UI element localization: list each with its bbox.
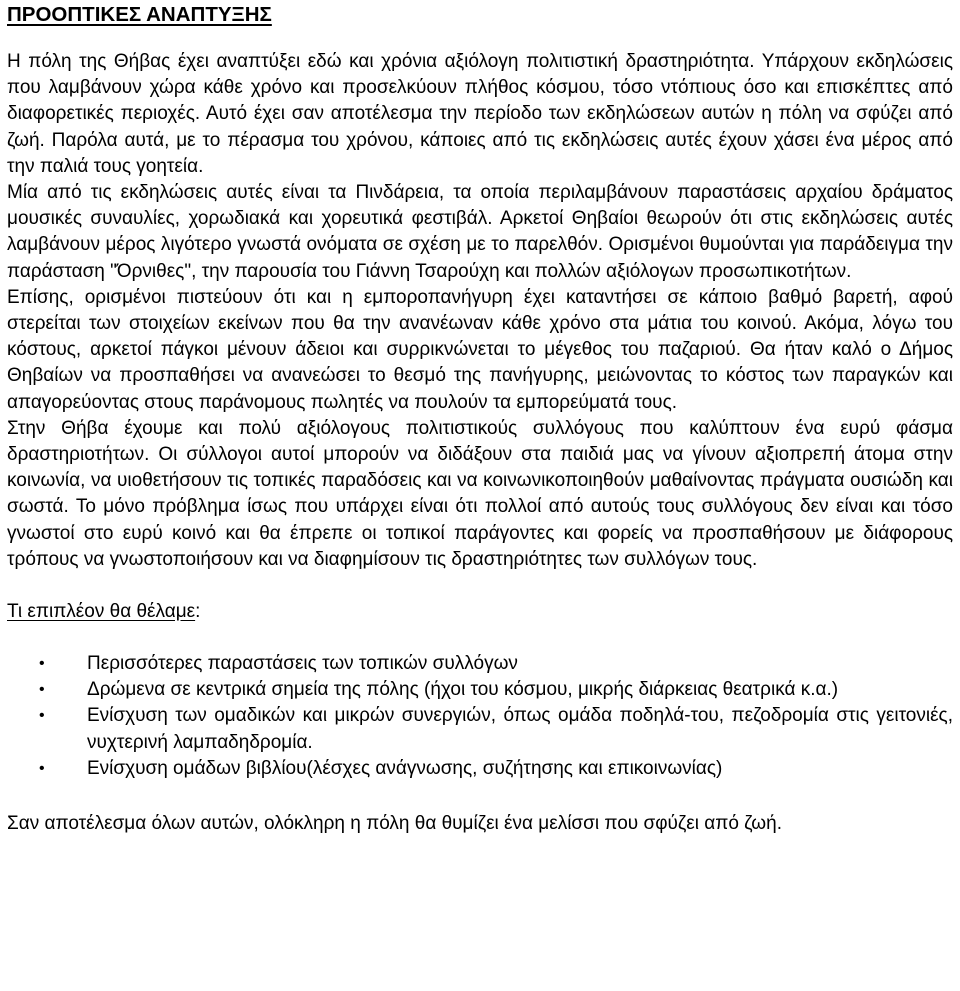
- wishlist-heading-colon: :: [195, 601, 201, 623]
- wishlist-heading: [7, 599, 953, 625]
- list-item-text: Περισσότερες παραστάσεις των τοπικών συλλόγων: [87, 653, 518, 675]
- list-item: [7, 703, 953, 755]
- document-page: [7, 2, 953, 837]
- wishlist-heading-text: Τι επιπλέον θα θέλαμε: [7, 601, 196, 623]
- list-item: [7, 677, 953, 703]
- conclusion-text: Σαν αποτέλεσμα όλων αυτών, ολόκληρη η πόλη θα θυμίζει ένα μελίσσι που σφύζει από ζωή.: [7, 813, 782, 835]
- paragraph-associations: Στην Θήβα έχουμε και πολύ αξιόλογους πολιτιστικούς συλλόγους που καλύπτουν ένα ευρύ φάσμα δραστηριοτήτων. Οι σύλλογοι αυτοί μπορούν να διδάξουν στα παιδιά μας να γίνουν αξιοπρεπή άτομα στην κοινωνία, να υιοθετήσουν τις τοπικές παραδόσεις και να κοινωνικοποιηθούν μαθαίνοντας πράγματα ουσιώδη και σωστά. Το μόνο πρόβλημα ίσως που υπάρχει είναι ότι πολλοί από αυτούς τους συλλόγους δεν είναι και τόσο γνωστοί στο ευρύ κοινό και θα έπρεπε οι τοπικοί παράγοντες και φορείς να προσπαθήσουν με διάφορους τρόπους να γνωστοποιήσουν και να διαφημίσουν τις δραστηριότητες των συλλόγων τους.: [7, 417, 953, 570]
- bullet-icon: •: [39, 759, 45, 777]
- page-title: ΠΡΟΟΠΤΙΚΕΣ ΑΝΑΠΤΥΞΗΣ: [7, 3, 272, 26]
- paragraph-fair: Επίσης, ορισμένοι πιστεύουν ότι και η εμποροπανήγυρη έχει καταντήσει σε κάποιο βαθμό βαρετή, αφού στερείται των στοιχείων εκείνων που θα την ανανέωναν κάθε χρόνο στα μάτια του κοινού. Ακόμα, λόγω του κόστους, αρκετοί πάγκοι μένουν άδειοι και συρρικνώνεται το μέγεθος του παζαριού. Θα ήταν καλό ο Δήμος Θηβαίων να προσπαθήσει να ανανεώσει το θεσμό της πανήγυρης, μειώνοντας το κόστος των παραγκών και απαγορεύοντας στους παράνομους πωλητές να πουλούν τα εμπορεύματά τους.: [7, 286, 953, 413]
- wishlist: [7, 651, 953, 782]
- list-item-text: Δρώμενα σε κεντρικά σημεία της πόλης (ήχοι του κόσμου, μικρής διάρκειας θεατρικά κ.α.): [87, 679, 839, 701]
- list-item-text: Ενίσχυση των ομαδικών και μικρών συνεργιών, όπως ομάδα ποδηλά-του, πεζοδρομία στις γειτονιές, νυχτερινή λαμπαδηδρομία.: [87, 705, 953, 753]
- list-item-text: Ενίσχυση ομάδων βιβλίου(λέσχες ανάγνωσης, συζήτησης και επικοινωνίας): [87, 757, 723, 779]
- bullet-icon: •: [39, 681, 45, 699]
- list-item: [7, 651, 953, 677]
- paragraph-intro: Η πόλη της Θήβας έχει αναπτύξει εδώ και χρόνια αξιόλογη πολιτιστική δραστηριότητα. Υπάρχουν εκδηλώσεις που λαμβάνουν χώρα κάθε χρόνο και προσελκύουν πλήθος κόσμου, τόσο ντόπιους όσο και επισκέπτες από διαφορετικές περιοχές. Αυτό έχει σαν αποτέλεσμα την περίοδο των εκδηλώσεων αυτών η πόλη να σφύζει από ζωή. Παρόλα αυτά, με το πέρασμα του χρόνου, κάποιες από τις εκδηλώσεις αυτές έχουν χάσει ένα μέρος από την παλιά τους γοητεία.: [7, 51, 953, 177]
- list-item: [7, 756, 953, 782]
- bullet-icon: •: [39, 655, 45, 673]
- paragraph-pindareia: Μία από τις εκδηλώσεις αυτές είναι τα Πινδάρεια, τα οποία περιλαμβάνουν παραστάσεις αρχαίου δράματος μουσικές συναυλίες, χορωδιακά και χορευτικά φεστιβάλ. Αρκετοί Θηβαίοι θεωρούν ότι στις εκδηλώσεις αυτές λαμβάνουν μέρος λιγότερο γνωστά ονόματα σε σχέση με το παρελθόν. Ορισμένοι θυμούνται για παράδειγμα την παράσταση "Όρνιθες", την παρουσία του Γιάννη Τσαρούχη και πολλών αξιόλογων προσωπικοτήτων.: [7, 182, 953, 282]
- bullet-icon: •: [39, 707, 45, 725]
